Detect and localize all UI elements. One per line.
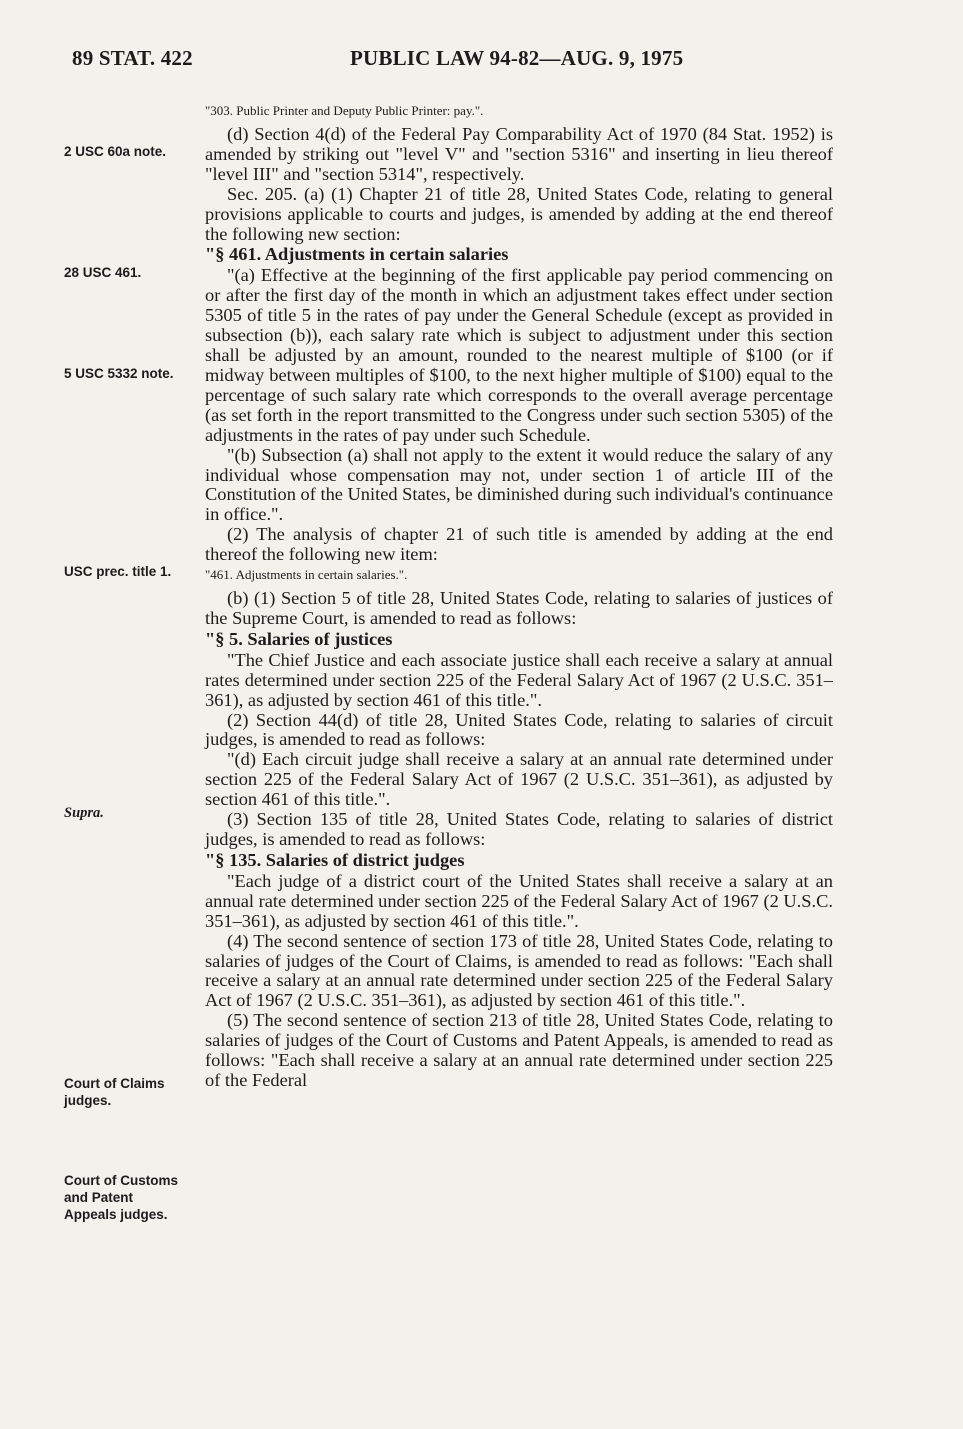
section-461-item: "461. Adjustments in certain salaries.". [205,567,408,583]
paragraph-sec-205: Sec. 205. (a) (1) Chapter 21 of title 28, United States Code, relating to general provisions applicable to courts and judges, is amended by adding at the end thereof the following new section: [205,183,833,244]
paragraph-b5: (5) The second sentence of section 213 of title 28, United States Code, relating to salaries of judges of the Court of Customs and Patent Appeals, is amended to read as follows: "Each shall receive a salary at an annual rate determined under section 225 of the Federal [205,1010,833,1090]
paragraph-b3: (3) Section 135 of title 28, United States Code, relating to salaries of district judges, is amended to read as follows: [205,809,833,849]
margin-note-usc-prec-title1: USC prec. title 1. [64,564,172,579]
paragraph-b4: (4) The second sentence of section 173 of title 28, United States Code, relating to salaries of judges of the Court of Claims, is amended to read as follows: "Each shall receive a salary at an annual rate determined under section 225 of the Federal Salary Act of 1967 (2 U.S.C. 351–361), as adjusted by section 461 of this title.". [205,930,833,1011]
margin-note-5usc5332: 5 USC 5332 note. [64,366,174,381]
section-5-heading: "§ 5. Salaries of justices [205,628,393,649]
paragraph-section-5: "The Chief Justice and each associate justice shall each receive a salary at annual rates determined under section 225 of the Federal Salary Act of 1967 (2 U.S.C. 351–361), as adjusted by section 461 of this title.". [205,649,833,710]
margin-note-court-of-customs: Court of Customs and Patent Appeals judges. [64,1173,178,1222]
paragraph-44d: "(d) Each circuit judge shall receive a salary at an annual rate determined under section 225 of the Federal Salary Act of 1967 (2 U.S.C. 351–361), as adjusted by section 461 of this title.". [205,749,833,810]
margin-note-court-of-claims: Court of Claims judges. [64,1076,165,1108]
paragraph-461a: "(a) Effective at the beginning of the first applicable pay period commencing on or after the first day of the month in which an adjustment takes effect under section 5305 of title 5 in the rates of pay under the General Schedule (except as provided in subsection (b)), each salary rate which is subject to adjustment under this section shall be adjusted by an amount, rounded to the nearest multiple of $100 (or if midway between multiples of $100, to the next higher multiple of $100) equal to the percentage of such salary rate which corresponds to the overall average percentage (as set forth in the report transmitted to the Congress under such section 5305) of the adjustments in the rates of pay under such Schedule. [205,265,833,445]
paragraph-b2: (2) Section 44(d) of title 28, United States Code, relating to salaries of circuit judges, is amended to read as follows: [205,709,833,750]
margin-note-supra: Supra. [64,805,104,821]
section-461-heading: "§ 461. Adjustments in certain salaries [205,244,509,265]
section-135-heading: "§ 135. Salaries of district judges [205,849,465,870]
paragraph-d: (d) Section 4(d) of the Federal Pay Comparability Act of 1970 (84 Stat. 1952) is amended by striking out "level V" and "section 5316" and inserting in lieu thereof "level III" and "section 5314", respectively. [205,124,833,184]
paragraph-a2: (2) The analysis of chapter 21 of such title is amended by adding at the end thereof the following new item: [205,524,833,565]
paragraph-b1: (b) (1) Section 5 of title 28, United States Code, relating to salaries of justices of the Supreme Court, is amended to read as follows: [205,588,833,628]
margin-note-2usc60a: 2 USC 60a note. [64,144,167,159]
section-303-item: "303. Public Printer and Deputy Public Printer: pay.". [205,103,484,118]
stat-page-number: 89 STAT. 422 [72,46,193,70]
paragraph-section-135: "Each judge of a district court of the United States shall receive a salary at an annual rate determined under section 225 of the Federal Salary Act of 1967 (2 U.S.C. 351–361), as adjusted by section 461 of this title.". [205,870,833,931]
paragraph-461b: "(b) Subsection (a) shall not apply to the extent it would reduce the salary of any individual whose compensation may not, under section 1 of article III of the Constitution of the United States, be diminished during such individual's continuance in office.". [205,444,834,525]
statute-body [205,101,833,1091]
law-title: PUBLIC LAW 94-82—AUG. 9, 1975 [350,46,684,70]
margin-note-28usc461: 28 USC 461. [64,265,142,280]
